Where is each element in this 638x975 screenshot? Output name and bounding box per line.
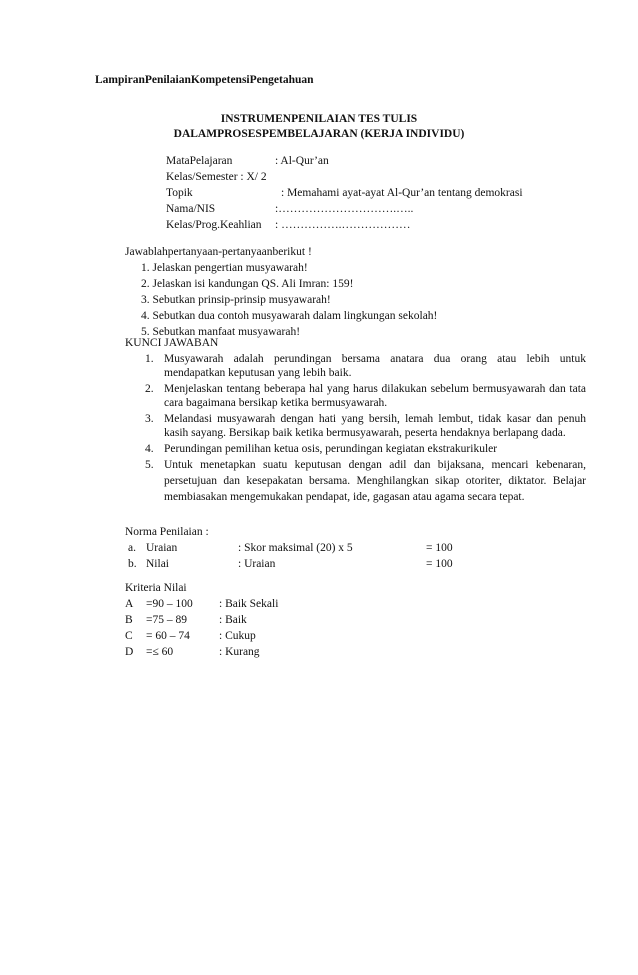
question-item: 5. Sebutkan manfaat musyawarah! xyxy=(141,326,301,338)
criteria-grade: C xyxy=(125,630,133,642)
answer-number: 2. xyxy=(145,383,154,395)
attachment-title: LampiranPenilaianKompetensiPengetahuan xyxy=(95,74,314,86)
answer-text: Menjelaskan tentang beberapa hal yang harus dilakukan sebelum bermusyawarah dan tata xyxy=(164,383,586,395)
scoring-letter: b. xyxy=(128,558,137,570)
answer-key-heading: KUNCI JAWABAN xyxy=(125,337,219,349)
scoring-result: = 100 xyxy=(426,542,453,554)
question-item: 4. Sebutkan dua contoh musyawarah dalam lingkungan sekolah! xyxy=(141,310,438,322)
answer-number: 1. xyxy=(145,353,154,365)
document-subtitle: DALAMPROSESPEMBELAJARAN (KERJA INDIVIDU) xyxy=(173,128,465,140)
identity-label: Nama/NIS xyxy=(166,203,216,215)
scoring-result: = 100 xyxy=(426,558,453,570)
identity-label: Kelas/Prog.Keahlian xyxy=(166,219,262,231)
answer-number: 4. xyxy=(145,443,154,455)
scoring-formula: : Skor maksimal (20) x 5 xyxy=(238,542,353,554)
questions-intro: Jawablahpertanyaan-pertanyaanberikut ! xyxy=(125,246,312,258)
answer-text: cara bagaimana bersikap ketika bermusyawarah. xyxy=(164,397,388,409)
criteria-heading: Kriteria Nilai xyxy=(125,582,187,594)
scoring-name: Uraian xyxy=(146,542,178,554)
criteria-range: =≤ 60 xyxy=(146,646,174,658)
criteria-range: =90 – 100 xyxy=(146,598,193,610)
scoring-name: Nilai xyxy=(146,558,169,570)
criteria-label: : Kurang xyxy=(219,646,260,658)
document-title: INSTRUMENPENILAIAN TES TULIS xyxy=(220,113,418,125)
criteria-range: = 60 – 74 xyxy=(146,630,190,642)
criteria-grade: A xyxy=(125,598,134,610)
answer-text: Untuk menetapkan suatu keputusan dengan adil dan bijaksana, mencari kebenaran, xyxy=(164,459,586,471)
criteria-range: =75 – 89 xyxy=(146,614,187,626)
scoring-letter: a. xyxy=(128,542,136,554)
answer-number: 3. xyxy=(145,413,154,425)
criteria-label: : Baik Sekali xyxy=(219,598,279,610)
criteria-grade: D xyxy=(125,646,134,658)
criteria-label: : Cukup xyxy=(219,630,256,642)
answer-text: membiasakan mengemukakan pendapat, ide, gagasan atau agama secara tepat. xyxy=(164,491,525,503)
question-item: 3. Sebutkan prinsip-prinsip musyawarah! xyxy=(141,294,331,306)
identity-label: MataPelajaran xyxy=(166,155,233,167)
identity-label: Topik xyxy=(166,187,193,199)
answer-text: Musyawarah adalah perundingan bersama anatara dua orang atau lebih untuk xyxy=(164,353,586,365)
identity-value: : Memahami ayat-ayat Al-Qur’an tentang demokrasi xyxy=(281,187,523,199)
identity-value: : …………….……………… xyxy=(275,219,411,231)
question-item: 2. Jelaskan isi kandungan QS. Ali Imran: 159! xyxy=(141,278,354,290)
answer-text: mendapatkan keputusan yang lebih baik. xyxy=(164,367,352,379)
identity-value: :………………………….….. xyxy=(275,203,414,215)
scoring-heading: Norma Penilaian : xyxy=(125,526,209,538)
identity-label: Kelas/Semester : X/ 2 xyxy=(166,171,267,183)
answer-text: kasih sayang. Bersikap baik ketika bermusyawarah, peserta hendaknya berlapang dada. xyxy=(164,427,566,439)
criteria-label: : Baik xyxy=(219,614,247,626)
question-item: 1. Jelaskan pengertian musyawarah! xyxy=(141,262,308,274)
criteria-grade: B xyxy=(125,614,133,626)
answer-text: persetujuan dan kesepakatan bersama. Menghilangkan sikap otoriter, diktator. Belajar xyxy=(164,475,586,487)
answer-number: 5. xyxy=(145,459,154,471)
scoring-formula: : Uraian xyxy=(238,558,276,570)
answer-text: Melandasi musyawarah dengan hati yang bersih, lemah lembut, tidak kasar dan penuh xyxy=(164,413,586,425)
answer-text: Perundingan pemilihan ketua osis, perundingan kegiatan ekstrakurikuler xyxy=(164,443,498,455)
identity-value: : Al-Qur’an xyxy=(275,155,329,167)
